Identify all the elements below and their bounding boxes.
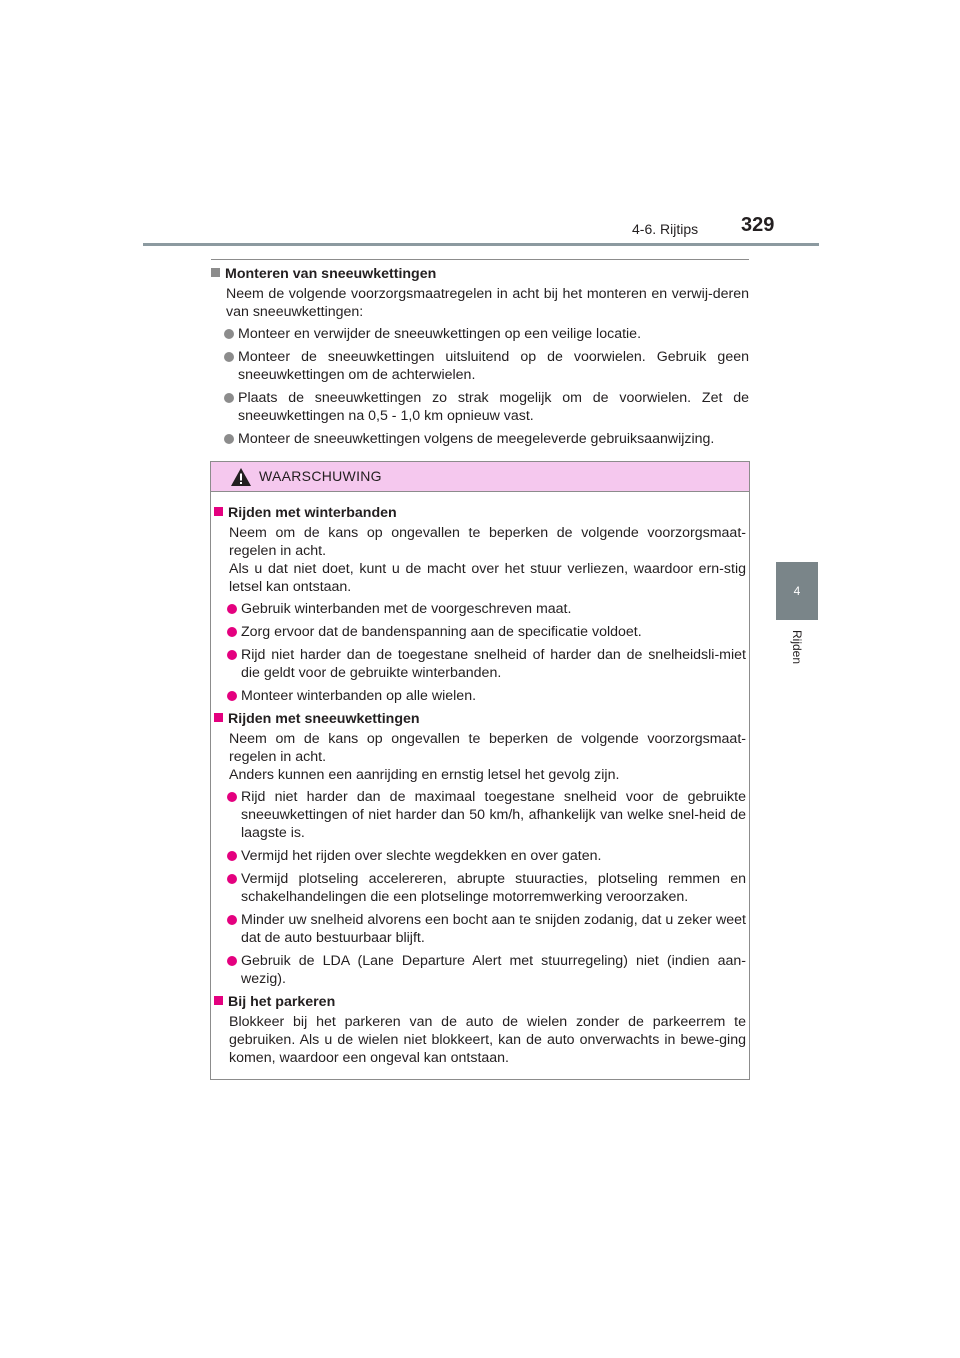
warning-header (211, 462, 749, 492)
square-bullet-icon (214, 996, 223, 1005)
warning-text: Blokkeer bij het parkeren van de auto de wielen zonder de parkeerrem te gebruiken. Als u de wielen niet blokkeert, kan de auto onverwachts in bewe-ging komen, waardoor een ongeval kan ontstaan. (229, 1014, 746, 1066)
list-item: Gebruik winterbanden met de voorgeschreven maat. (214, 600, 746, 618)
bullet-dot-icon (227, 956, 237, 966)
warning-text: Neem om de kans op ongevallen te beperken de volgende voorzorgsmaat-regelen in acht. (229, 525, 746, 559)
list-item: Rijd niet harder dan de toegestane snelheid of harder dan de snelheidsli-miet die geldt voor de gebruikte winterbanden. (214, 646, 746, 682)
warning-subheading: Bij het parkeren (214, 993, 746, 1011)
list-item: Vermijd plotseling accelereren, abrupte stuuracties, plotseling remmen en schakelhandelingen die een plotselinge motorremwerking veroorzaken. (214, 870, 746, 906)
warning-subheading: Rijden met winterbanden (214, 504, 746, 522)
page-number: 329 (741, 214, 775, 236)
list-item: Monteer de sneeuwkettingen uitsluitend op de voorwielen. Gebruik geen sneeuwkettingen om de achterwielen. (211, 348, 749, 384)
chapter-tab: 4 (776, 562, 818, 620)
bullet-dot-icon (227, 874, 237, 884)
bullet-dot-icon (224, 393, 234, 403)
bullet-dot-icon (227, 792, 237, 802)
bullet-dot-icon (227, 650, 237, 660)
square-bullet-icon (214, 507, 223, 516)
bullet-dot-icon (224, 352, 234, 362)
warning-title: WAARSCHUWING (259, 468, 382, 484)
list-item: Vermijd het rijden over slechte wegdekken en over gaten. (214, 847, 746, 865)
warning-text: Neem om de kans op ongevallen te beperken de volgende voorzorgsmaat-regelen in acht. (229, 731, 746, 765)
warning-box (210, 461, 750, 1080)
warning-text: Anders kunnen een aanrijding en ernstig letsel het gevolg zijn. (229, 767, 620, 783)
header-rule (143, 243, 819, 246)
section-intro: Neem de volgende voorzorgsmaatregelen in acht bij het monteren en verwij-deren van sneeuwkettingen: (226, 286, 749, 320)
list-item: Rijd niet harder dan de maximaal toegestane snelheid voor de gebruikte sneeuwkettingen of niet harder dan 50 km/h, afhankelijk van welke snel-heid de laagste is. (214, 788, 746, 842)
warning-text: Als u dat niet doet, kunt u de macht over het stuur verliezen, waardoor ern-stig letsel kan ontstaan. (229, 561, 746, 595)
bullet-dot-icon (227, 627, 237, 637)
list-item: Minder uw snelheid alvorens een bocht aan te snijden zodanig, dat u zeker weet dat de auto bestuurbaar blijft. (214, 911, 746, 947)
chapter-label: Rijden (790, 630, 804, 665)
list-item: Gebruik de LDA (Lane Departure Alert met stuurregeling) niet (indien aan-wezig). (214, 952, 746, 988)
list-item: Zorg ervoor dat de bandenspanning aan de specificatie voldoet. (214, 623, 746, 641)
bullet-dot-icon (227, 691, 237, 701)
bullet-dot-icon (227, 851, 237, 861)
warning-content (214, 502, 746, 1071)
snow-chains-section (211, 265, 749, 453)
section-heading: Monteren van sneeuwkettingen (211, 265, 749, 283)
bullet-dot-icon (224, 434, 234, 444)
square-bullet-icon (214, 713, 223, 722)
warning-triangle-icon (230, 467, 252, 487)
bullet-dot-icon (227, 915, 237, 925)
square-bullet-icon (211, 268, 220, 277)
section-divider (211, 259, 749, 260)
list-item: Plaats de sneeuwkettingen zo strak mogelijk om de voorwielen. Zet de sneeuwkettingen na 0,5 - 1,0 km opnieuw vast. (211, 389, 749, 425)
bullet-dot-icon (227, 604, 237, 614)
warning-subheading: Rijden met sneeuwkettingen (214, 710, 746, 728)
section-title: 4-6. Rijtips (632, 221, 699, 237)
list-item: Monteer en verwijder de sneeuwkettingen op een veilige locatie. (211, 325, 749, 343)
list-item: Monteer de sneeuwkettingen volgens de meegeleverde gebruiksaanwijzing. (211, 430, 749, 448)
list-item: Monteer winterbanden op alle wielen. (214, 687, 746, 705)
bullet-dot-icon (224, 329, 234, 339)
